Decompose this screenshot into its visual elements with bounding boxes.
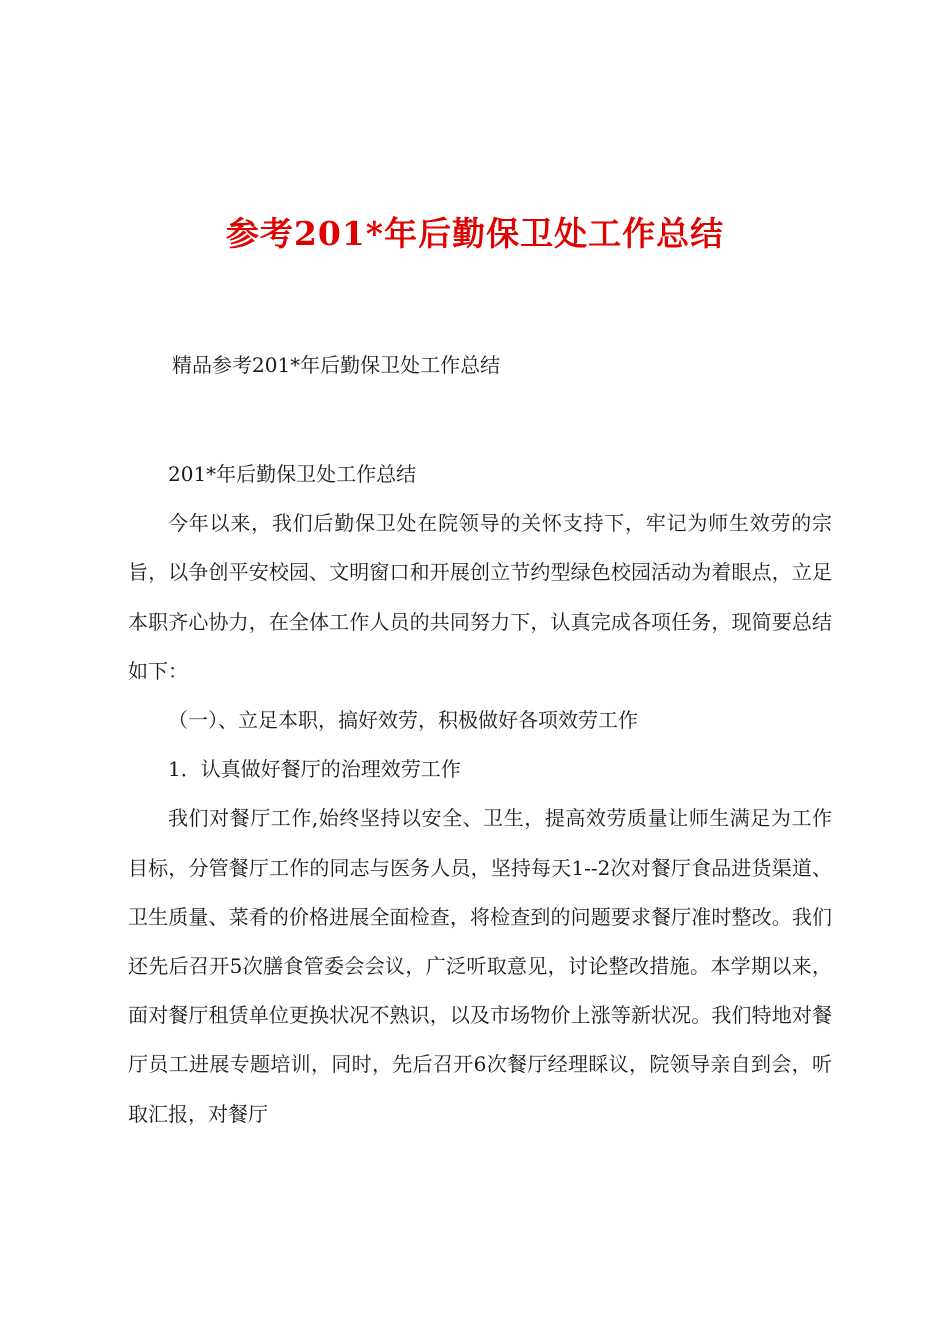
- document-body: [128, 450, 832, 1139]
- intro-paragraph: 今年以来，我们后勤保卫处在院领导的关怀支持下，牢记为师生效劳的宗旨，以争创平安校园、文明窗口和开展创立节约型绿色校园活动为着眼点，立足本职齐心协力，在全体工作人员的共同努力下，认真完成各项任务，现简要总结如下：: [128, 511, 832, 683]
- section-heading-1: （一）、立足本职，搞好效劳，积极做好各项效劳工作: [168, 708, 638, 733]
- body-paragraph: 我们对餐厅工作,始终坚持以安全、卫生，提高效劳质量让师生满足为工作目标，分管餐厅工作的同志与医务人员，坚持每天1--2次对餐厅食品进货渠道、卫生质量、菜肴的价格进展全面检查，将检查到的问题要求餐厅准时整改。我们还先后召开5次膳食管委会会议，广泛听取意见，讨论整改措施。本学期以来，面对餐厅租赁单位更换状况不熟识，以及市场物价上涨等新状况。我们特地对餐厅员工进展专题培训，同时，先后召开6次餐厅经理睬议，院领导亲自到会，听取汇报，对餐厅: [128, 806, 832, 1126]
- section-heading: 201*年后勤保卫处工作总结: [168, 462, 417, 486]
- subsection-heading-1: 1．认真做好餐厅的治理效劳工作: [168, 757, 461, 782]
- document-subtitle: 精品参考201*年后勤保卫处工作总结: [172, 353, 501, 377]
- document-title: 参考201*年后勤保卫处工作总结: [225, 214, 725, 253]
